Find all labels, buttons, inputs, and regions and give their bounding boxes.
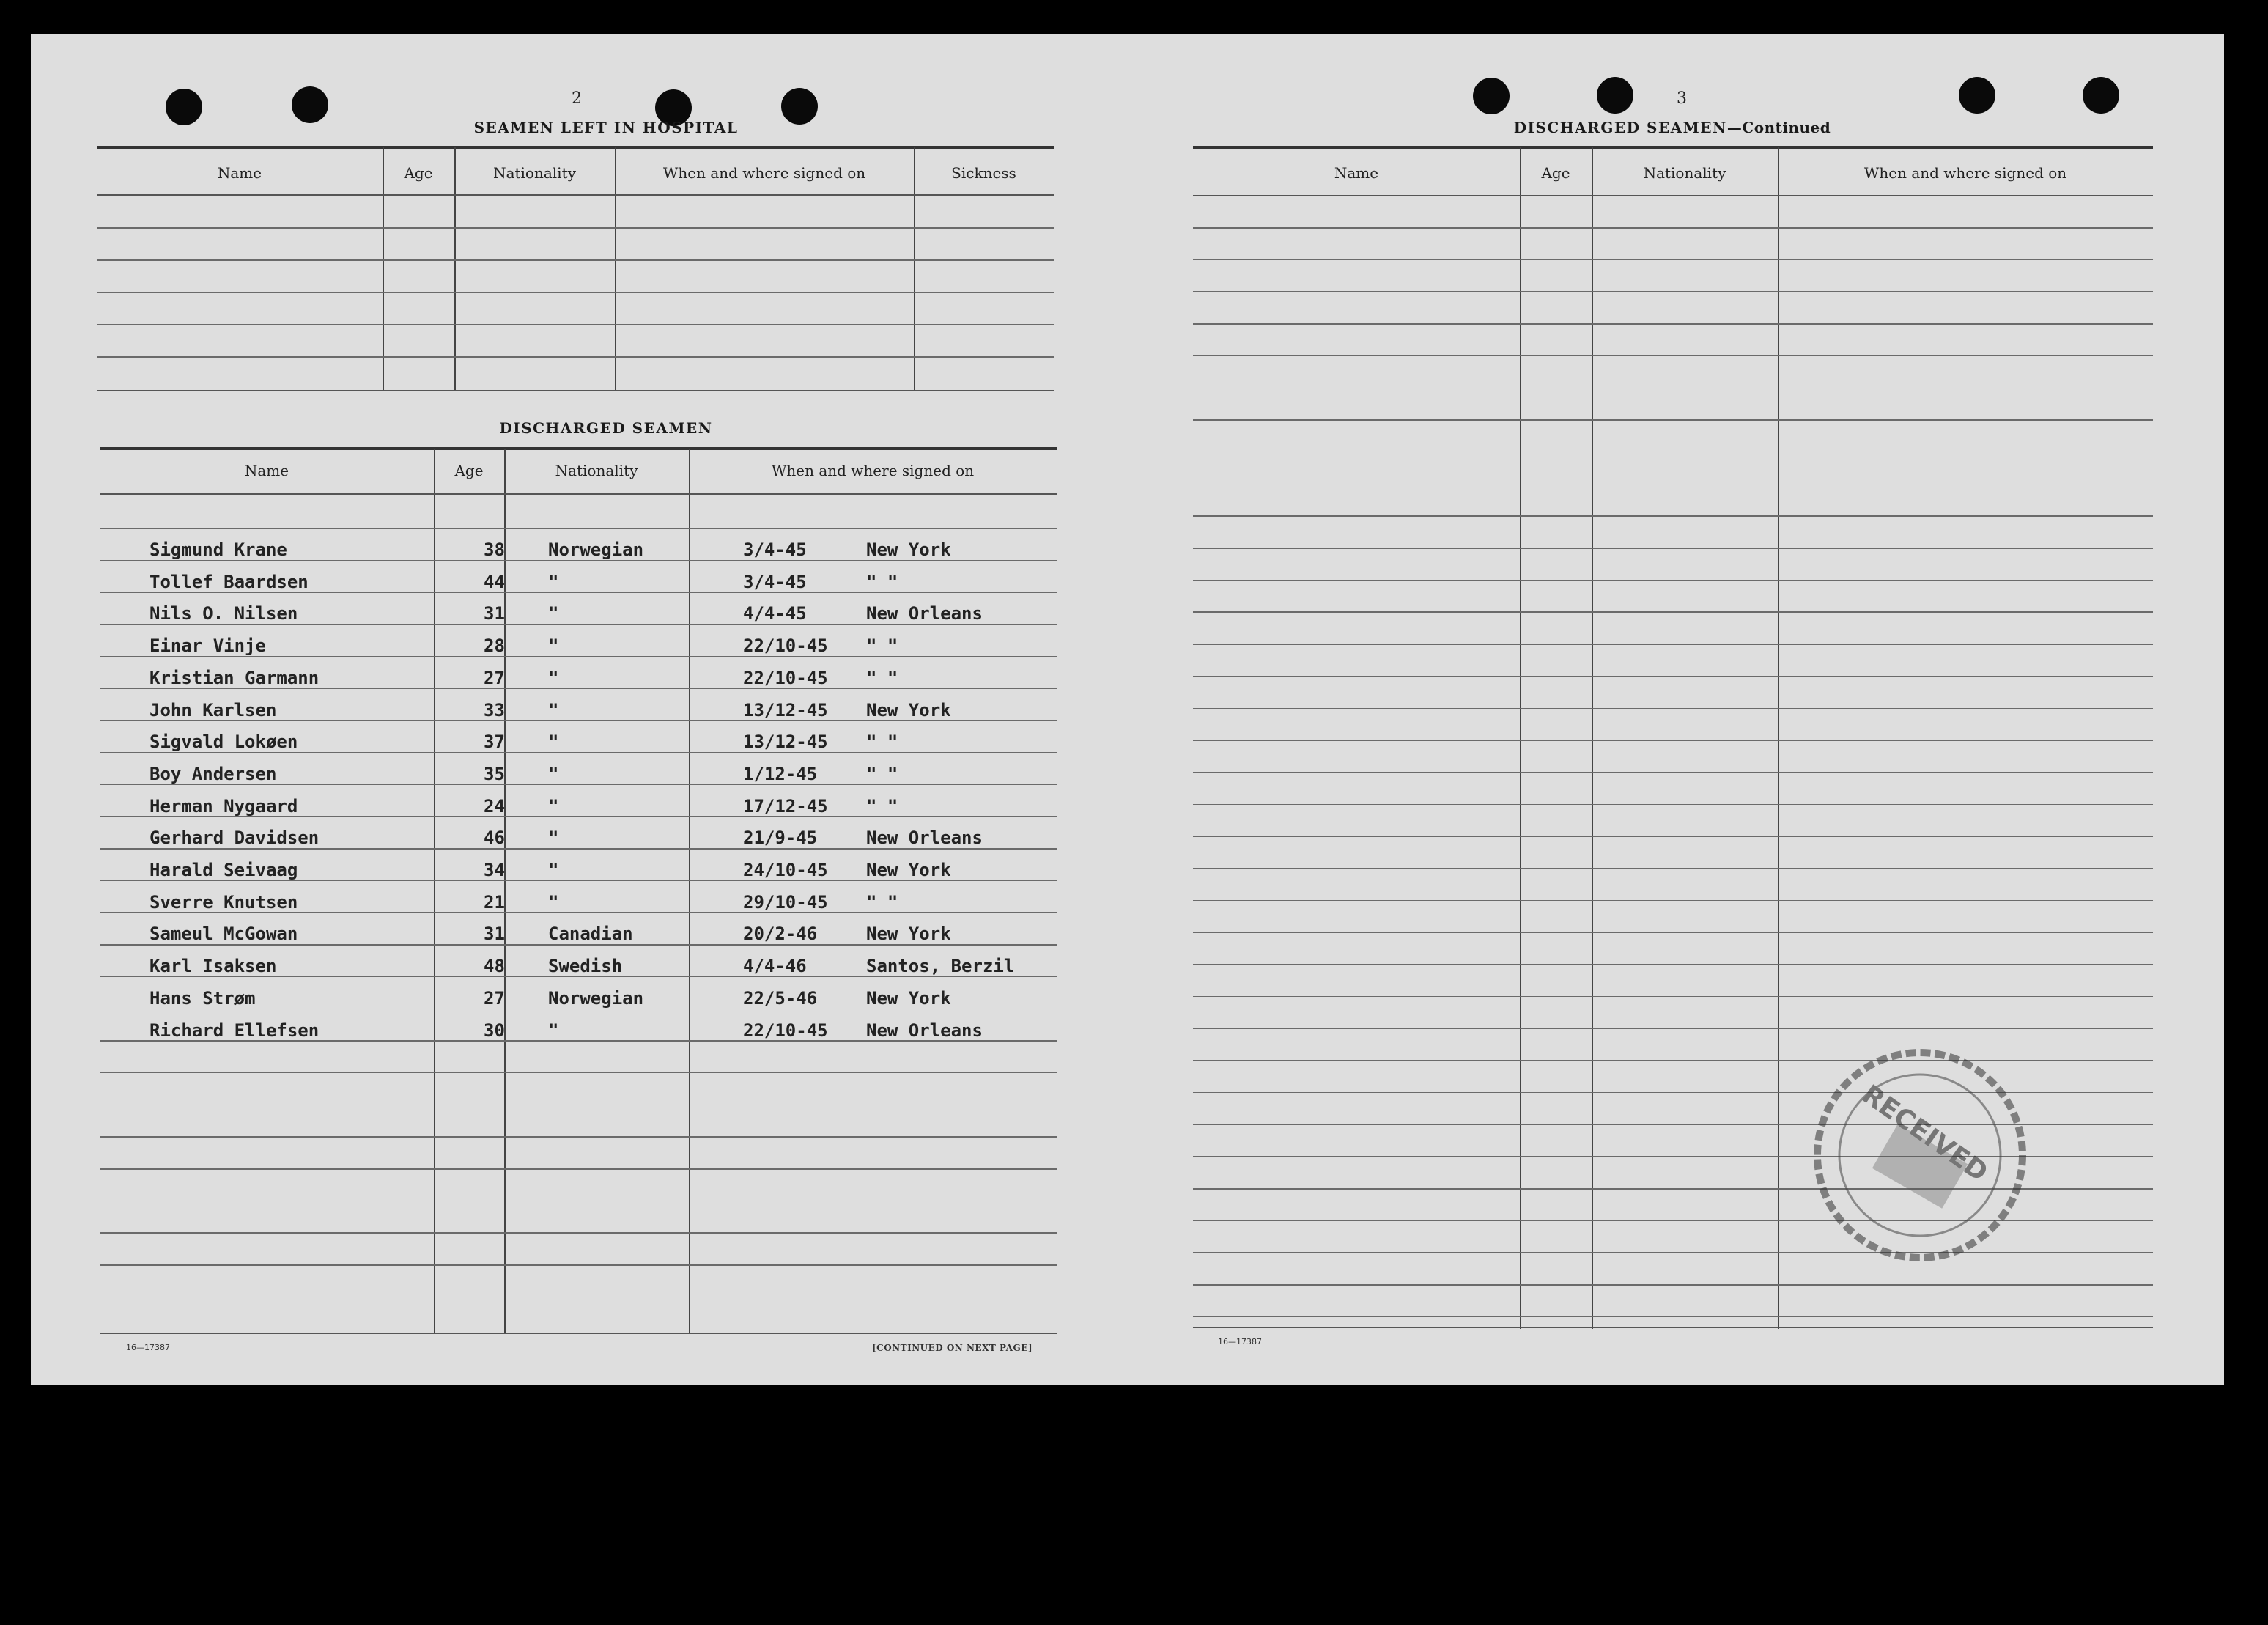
signed-on-place: New Orleans	[866, 828, 983, 849]
heading-continued: —Continued	[1726, 119, 1831, 136]
punch-hole	[1597, 77, 1633, 114]
seaman-name: Sameul McGowan	[149, 924, 298, 945]
signed-on-place: " "	[866, 891, 898, 913]
signed-on-date: 4/4-46	[743, 956, 807, 977]
seaman-nationality: "	[548, 795, 559, 817]
column-header-nationality: Nationality	[493, 164, 576, 182]
punch-hole	[1473, 78, 1510, 114]
signed-on-date: 3/4-45	[743, 571, 807, 592]
column-header-name: Name	[217, 164, 262, 182]
signed-on-place: New York	[866, 539, 951, 560]
signed-on-place: New Orleans	[866, 1020, 983, 1041]
seaman-nationality: Canadian	[548, 924, 633, 945]
seaman-nationality: "	[548, 571, 559, 592]
signed-on-place: " "	[866, 763, 898, 784]
seaman-name: John Karlsen	[149, 699, 277, 721]
seaman-name: Boy Andersen	[149, 763, 277, 784]
seaman-nationality: "	[548, 635, 559, 657]
seaman-age: 33	[484, 699, 505, 721]
seaman-name: Karl Isaksen	[149, 956, 277, 977]
received-stamp	[1803, 1038, 2037, 1272]
form-number: 16—17387	[126, 1343, 170, 1352]
signed-on-date: 13/12-45	[743, 732, 828, 753]
punch-hole	[292, 86, 328, 123]
discharged-continued-heading	[1467, 119, 1877, 136]
column-header-signed-on: When and where signed on	[662, 164, 866, 182]
signed-on-date: 24/10-45	[743, 860, 828, 880]
seaman-name: Hans Strøm	[149, 987, 256, 1009]
seaman-name: Einar Vinje	[149, 635, 266, 657]
seaman-nationality: "	[548, 667, 559, 688]
signed-on-date: 22/5-46	[743, 987, 818, 1009]
column-header-signed-on: When and where signed on	[1863, 164, 2067, 182]
signed-on-date: 1/12-45	[743, 763, 818, 784]
seaman-nationality: "	[548, 763, 559, 784]
seaman-name: Nils O. Nilsen	[149, 603, 298, 624]
seaman-age: 21	[484, 891, 505, 913]
seaman-age: 31	[484, 603, 505, 624]
signed-on-date: 20/2-46	[743, 924, 818, 945]
signed-on-date: 17/12-45	[743, 795, 828, 817]
seaman-name: Sigmund Krane	[149, 539, 287, 560]
discharged-heading: DISCHARGED SEAMEN	[499, 419, 713, 437]
seaman-nationality: Norwegian	[548, 539, 644, 560]
signed-on-date: 22/10-45	[743, 635, 828, 657]
signed-on-date: 4/4-45	[743, 603, 807, 624]
stamp-text: RECEIVED	[1856, 1079, 1993, 1188]
seaman-name: Tollef Baardsen	[149, 571, 309, 592]
column-header-age: Age	[454, 462, 484, 479]
signed-on-date: 13/12-45	[743, 699, 828, 721]
seaman-age: 34	[484, 860, 505, 880]
seaman-age: 24	[484, 795, 505, 817]
punch-hole	[1959, 77, 1995, 114]
seaman-age: 44	[484, 571, 505, 592]
column-header-nationality: Nationality	[1643, 164, 1726, 182]
column-header-age: Age	[404, 164, 433, 182]
signed-on-place: " "	[866, 795, 898, 817]
seaman-name: Sigvald Lokøen	[149, 732, 298, 753]
seaman-nationality: Swedish	[548, 956, 623, 977]
seaman-age: 48	[484, 956, 505, 977]
signed-on-place: New York	[866, 987, 951, 1009]
signed-on-place: " "	[866, 732, 898, 753]
seaman-name: Kristian Garmann	[149, 667, 319, 688]
signed-on-date: 3/4-45	[743, 539, 807, 560]
seaman-name: Richard Ellefsen	[149, 1020, 319, 1041]
seaman-nationality: "	[548, 603, 559, 624]
seaman-age: 35	[484, 763, 505, 784]
signed-on-place: New Orleans	[866, 603, 983, 624]
seaman-name: Sverre Knutsen	[149, 891, 298, 913]
signed-on-place: " "	[866, 667, 898, 688]
seaman-name: Harald Seivaag	[149, 860, 298, 880]
page-number: 3	[1677, 89, 1687, 108]
punch-hole	[166, 89, 202, 125]
column-header-name: Name	[244, 462, 289, 479]
signed-on-date: 22/10-45	[743, 1020, 828, 1041]
seaman-age: 28	[484, 635, 505, 657]
seaman-nationality: Norwegian	[548, 987, 644, 1009]
seaman-age: 31	[484, 924, 505, 945]
hospital-heading: SEAMEN LEFT IN HOSPITAL	[473, 119, 739, 136]
signed-on-date: 29/10-45	[743, 891, 828, 913]
seaman-nationality: "	[548, 1020, 559, 1041]
column-header-sickness: Sickness	[951, 164, 1016, 182]
page-number: 2	[572, 89, 582, 108]
form-number: 16—17387	[1218, 1337, 1262, 1346]
signed-on-place: New York	[866, 860, 951, 880]
column-header-nationality: Nationality	[555, 462, 638, 479]
seaman-nationality: "	[548, 732, 559, 753]
seaman-age: 37	[484, 732, 505, 753]
signed-on-place: New York	[866, 699, 951, 721]
seaman-name: Gerhard Davidsen	[149, 828, 319, 849]
signed-on-place: " "	[866, 571, 898, 592]
signed-on-date: 22/10-45	[743, 667, 828, 688]
seaman-age: 30	[484, 1020, 505, 1041]
signed-on-date: 21/9-45	[743, 828, 818, 849]
seaman-age: 27	[484, 987, 505, 1009]
signed-on-place: Santos, Berzil	[866, 956, 1015, 977]
seaman-name: Herman Nygaard	[149, 795, 298, 817]
seaman-age: 38	[484, 539, 505, 560]
column-header-name: Name	[1334, 164, 1379, 182]
seaman-nationality: "	[548, 891, 559, 913]
column-header-age: Age	[1541, 164, 1570, 182]
heading-main: DISCHARGED SEAMEN	[1513, 119, 1727, 136]
seaman-nationality: "	[548, 860, 559, 880]
continued-note: [CONTINUED ON NEXT PAGE]	[872, 1343, 1033, 1353]
seaman-age: 27	[484, 667, 505, 688]
signed-on-place: " "	[866, 635, 898, 657]
document-sheet	[31, 34, 2224, 1385]
column-header-signed-on: When and where signed on	[771, 462, 975, 479]
seaman-age: 46	[484, 828, 505, 849]
signed-on-place: New York	[866, 924, 951, 945]
seaman-nationality: "	[548, 828, 559, 849]
seaman-nationality: "	[548, 699, 559, 721]
punch-hole	[2083, 77, 2119, 114]
